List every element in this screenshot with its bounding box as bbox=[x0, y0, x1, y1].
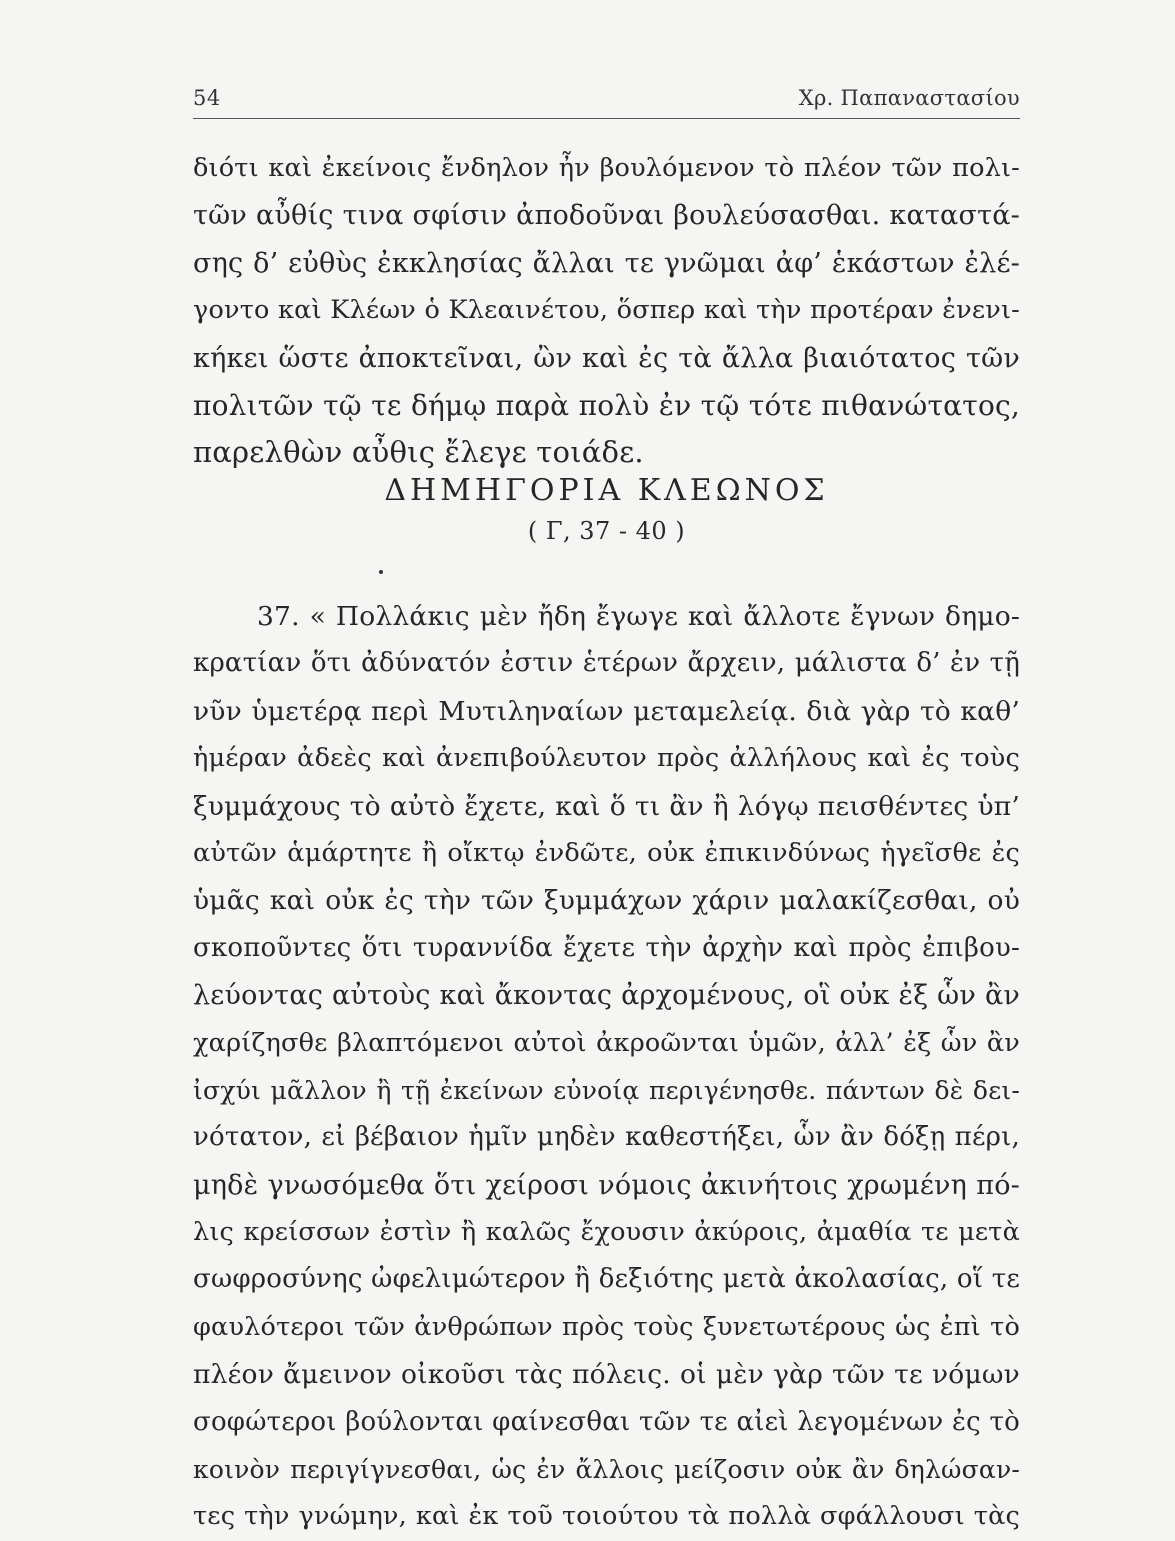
text-line: πολιτῶν τῷ τε δήμῳ παρὰ πολὺ ἐν τῷ τότε πιθανώτατος, bbox=[193, 388, 1020, 422]
text-line: κοινὸν περιγίγνεσθαι, ὡς ἐν ἄλλοις μείζοσιν οὐκ ἂν δηλώσαν- bbox=[193, 1455, 1020, 1485]
decorative-dot bbox=[379, 570, 383, 574]
running-head bbox=[193, 86, 1020, 114]
header-rule bbox=[193, 118, 1020, 119]
text-line: γοντο καὶ Κλέων ὁ Κλεαινέτου, ὅσπερ καὶ τὴν προτέραν ἐνενι- bbox=[193, 295, 1020, 326]
text-line: σης δ’ εὐθὺς ἐκκλησίας ἄλλαι τε γνῶμαι ἀφ’ ἑκάστων ἐλέ- bbox=[193, 247, 1020, 279]
text-line: τες τὴν γνώμην, καὶ ἐκ τοῦ τοιούτου τὰ πολλὰ σφάλλουσι τὰς bbox=[193, 1501, 1020, 1532]
text-line: πλέον ἄμεινον οἰκοῦσι τὰς πόλεις. οἱ μὲν γὰρ τῶν τε νόμων bbox=[193, 1359, 1020, 1391]
text-line: χαρίζησθε βλαπτόμενοι αὐτοὶ ἀκροῶνται ὑμῶν, ἀλλ’ ἐξ ὧν ἂν bbox=[193, 1027, 1020, 1058]
text-line: ὑμᾶς καὶ οὐκ ἐς τὴν τῶν ξυμμάχων χάριν μαλακίζεσθαι, οὐ bbox=[193, 885, 1020, 917]
text-line: 37. « Πολλάκις μὲν ἤδη ἔγωγε καὶ ἄλλοτε ἔγνων δημο- bbox=[257, 601, 1020, 632]
text-line: νότατον, εἰ βέβαιον ἡμῖν μηδὲν καθεστήξει, ὧν ἂν δόξῃ πέρι, bbox=[193, 1122, 1020, 1153]
page-number: 54 bbox=[193, 86, 221, 110]
section-reference: ( Γ, 37 - 40 ) bbox=[527, 517, 686, 545]
intro-paragraph bbox=[193, 145, 1020, 477]
speech-paragraph bbox=[193, 593, 1020, 1541]
text-line: ξυμμάχους τὸ αὐτὸ ἔχετε, καὶ ὅ τι ἂν ἢ λόγῳ πεισθέντες ὑπ’ bbox=[193, 790, 1020, 822]
text-line: νῦν ὑμετέρᾳ περὶ Μυτιληναίων μεταμελείᾳ. διὰ γὰρ τὸ καθ’ bbox=[193, 695, 1020, 727]
text-line: λεύοντας αὐτοὺς καὶ ἄκοντας ἀρχομένους, οἳ οὐκ ἐξ ὧν ἂν bbox=[193, 980, 1020, 1012]
section-title: ΔΗΜΗΓΟΡΙΑ ΚΛΕΩΝΟΣ bbox=[384, 473, 829, 508]
text-line: παρελθὼν αὖθις ἔλεγε τοιάδε. bbox=[193, 435, 644, 470]
text-line: σοφώτεροι βούλονται φαίνεσθαι τῶν τε αἰεὶ λεγομένων ἐς τὸ bbox=[193, 1406, 1020, 1437]
text-line: ἡμέραν ἀδεὲς καὶ ἀνεπιβούλευτον πρὸς ἀλλήλους καὶ ἐς τοὺς bbox=[193, 743, 1020, 774]
text-line: κρατίαν ὅτι ἀδύνατόν ἐστιν ἑτέρων ἄρχειν, μάλιστα δ’ ἐν τῇ bbox=[193, 648, 1020, 679]
text-line: ἰσχύι μᾶλλον ἢ τῇ ἐκείνων εὐνοίᾳ περιγένησθε. πάντων δὲ δει- bbox=[193, 1075, 1020, 1105]
running-head-author: Χρ. Παπαναστασίου bbox=[798, 86, 1020, 110]
text-line: φαυλότεροι τῶν ἀνθρώπων πρὸς τοὺς ξυνετωτέρους ὡς ἐπὶ τὸ bbox=[193, 1311, 1020, 1342]
text-line: σκοποῦντες ὅτι τυραννίδα ἔχετε τὴν ἀρχὴν καὶ πρὸς ἐπιβου- bbox=[193, 932, 1020, 963]
text-line: μηδὲ γνωσόμεθα ὅτι χείροσι νόμοις ἀκινήτοις χρωμένη πό- bbox=[193, 1169, 1020, 1201]
text-line: αὐτῶν ἁμάρτητε ἢ οἴκτῳ ἐνδῶτε, οὐκ ἐπικινδύνως ἡγεῖσθε ἐς bbox=[193, 837, 1020, 868]
text-line: λις κρείσσων ἐστὶν ἢ καλῶς ἔχουσιν ἀκύροις, ἀμαθία τε μετὰ bbox=[193, 1217, 1020, 1248]
text-line: τῶν αὖθίς τινα σφίσιν ἀποδοῦναι βουλεύσασθαι. καταστά- bbox=[193, 200, 1020, 232]
text-line: κήκει ὥστε ἀποκτεῖναι, ὢν καὶ ἐς τὰ ἄλλα βιαιότατος τῶν bbox=[193, 342, 1020, 374]
text-line: διότι καὶ ἐκείνοις ἔνδηλον ἦν βουλόμενον τὸ πλέον τῶν πολι- bbox=[193, 153, 1020, 183]
text-line: σωφροσύνης ὠφελιμώτερον ἢ δεξιότης μετὰ ἀκολασίας, οἵ τε bbox=[193, 1264, 1020, 1295]
